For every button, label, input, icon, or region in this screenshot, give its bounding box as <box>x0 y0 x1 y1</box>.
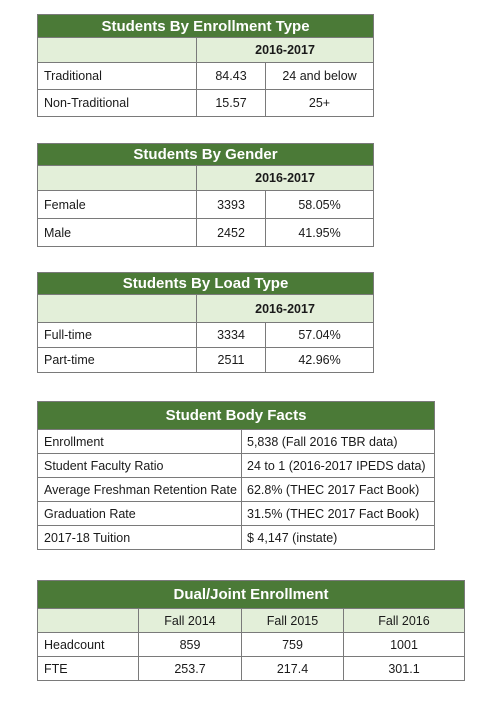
dual-enrollment-title: Dual/Joint Enrollment <box>38 581 465 609</box>
gender-title: Students By Gender <box>38 144 374 166</box>
fact-value: 31.5% (THEC 2017 Fact Book) <box>242 502 435 526</box>
table-row <box>38 502 435 526</box>
row-value: 759 <box>242 633 344 657</box>
table-row <box>38 478 435 502</box>
row-value: 1001 <box>344 633 465 657</box>
table-row <box>38 526 435 550</box>
row-label: FTE <box>38 657 139 681</box>
fact-label: 2017-18 Tuition <box>38 526 242 550</box>
body-facts-table <box>37 401 435 550</box>
column-header: Fall 2014 <box>139 609 242 633</box>
table-row <box>38 657 465 681</box>
row-count: 3393 <box>197 191 266 219</box>
table-row <box>38 323 374 348</box>
column-header: Fall 2016 <box>344 609 465 633</box>
fact-value: 62.8% (THEC 2017 Fact Book) <box>242 478 435 502</box>
year-header-blank <box>38 38 197 63</box>
enrollment-type-title: Students By Enrollment Type <box>38 15 374 38</box>
load-type-title: Students By Load Type <box>38 273 374 295</box>
row-value: 217.4 <box>242 657 344 681</box>
fact-value: 5,838 (Fall 2016 TBR data) <box>242 430 435 454</box>
table-row <box>38 219 374 247</box>
row-label: Part-time <box>38 348 197 373</box>
gender-table <box>37 143 374 247</box>
dual-enrollment-table <box>37 580 465 681</box>
row-value: 859 <box>139 633 242 657</box>
row-value: 15.57 <box>197 90 266 117</box>
load-type-table <box>37 272 374 373</box>
enrollment-type-table <box>37 14 374 117</box>
table-row <box>38 430 435 454</box>
row-percent: 41.95% <box>266 219 374 247</box>
row-label: Male <box>38 219 197 247</box>
row-count: 2511 <box>197 348 266 373</box>
fact-value: 24 to 1 (2016-2017 IPEDS data) <box>242 454 435 478</box>
row-count: 3334 <box>197 323 266 348</box>
year-header: 2016-2017 <box>197 295 374 323</box>
table-row <box>38 454 435 478</box>
year-header-blank <box>38 166 197 191</box>
table-row <box>38 633 465 657</box>
row-percent: 57.04% <box>266 323 374 348</box>
row-label: Headcount <box>38 633 139 657</box>
year-header-blank <box>38 295 197 323</box>
row-note: 24 and below <box>266 63 374 90</box>
row-value: 301.1 <box>344 657 465 681</box>
row-percent: 42.96% <box>266 348 374 373</box>
year-header: 2016-2017 <box>197 38 374 63</box>
table-row <box>38 90 374 117</box>
year-header: 2016-2017 <box>197 166 374 191</box>
table-row <box>38 348 374 373</box>
column-header: Fall 2015 <box>242 609 344 633</box>
fact-label: Graduation Rate <box>38 502 242 526</box>
row-label: Non-Traditional <box>38 90 197 117</box>
fact-label: Average Freshman Retention Rate <box>38 478 242 502</box>
row-value: 253.7 <box>139 657 242 681</box>
table-row <box>38 63 374 90</box>
row-label: Traditional <box>38 63 197 90</box>
row-count: 2452 <box>197 219 266 247</box>
row-label: Full-time <box>38 323 197 348</box>
row-value: 84.43 <box>197 63 266 90</box>
row-label: Female <box>38 191 197 219</box>
table-row <box>38 191 374 219</box>
fact-label: Student Faculty Ratio <box>38 454 242 478</box>
body-facts-title: Student Body Facts <box>38 402 435 430</box>
row-percent: 58.05% <box>266 191 374 219</box>
fact-label: Enrollment <box>38 430 242 454</box>
fact-value: $ 4,147 (instate) <box>242 526 435 550</box>
row-note: 25+ <box>266 90 374 117</box>
column-header-blank <box>38 609 139 633</box>
